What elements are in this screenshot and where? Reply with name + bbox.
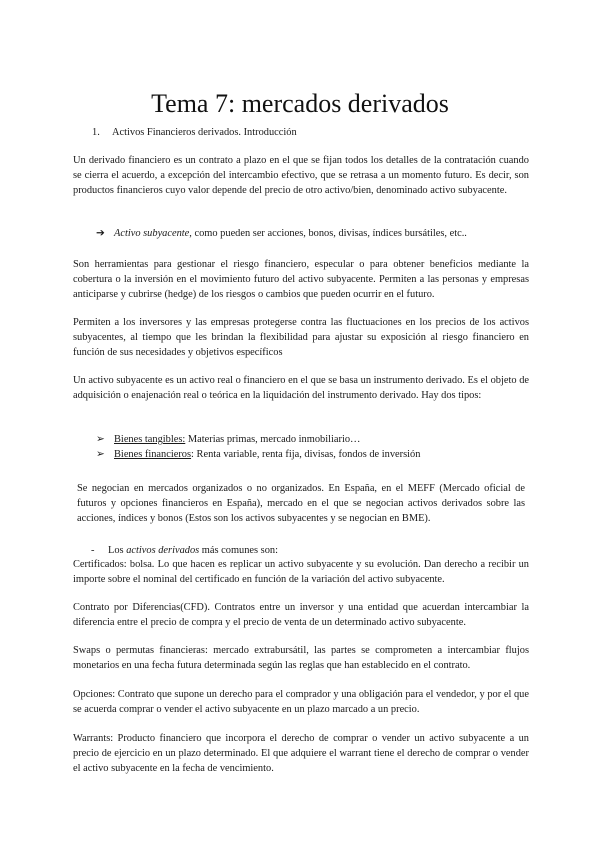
bullet-text: Materias primas, mercado inmobiliario…	[185, 434, 361, 445]
page-title: Tema 7: mercados derivados	[151, 89, 449, 118]
dash-list-item	[91, 543, 511, 558]
dash-icon: -	[91, 545, 95, 556]
paragraph-opciones: Opciones: Contrato que supone un derecho para el comprador y una obligación para el vendedor, y por el que se acuerda comprar o vender el activo subyacente en un plazo marcado a un precio.	[73, 689, 529, 716]
paragraph-swaps: Swaps o permutas financieras: mercado extrabursátil, las partes se comprometen a intercambiar flujos monetarios en una fecha futura determinada según las reglas que han establecido en el contrato.	[73, 645, 529, 672]
dash-item-after: más comunes son:	[199, 545, 278, 556]
arrow-item-term: Activo subyacente	[114, 228, 190, 239]
paragraph-activo-subyacente: Un activo subyacente es un activo real o financiero en el que se basa un instrumento derivado. Es el objeto de adquisición o enajenación real o teórica en la liquidación del instrumento derivado. Hay dos tipos:	[73, 375, 529, 402]
paragraph-definition: Un derivado financiero es un contrato a plazo en el que se fijan todos los detalles de la contratación cuando se cierra el acuerdo, a excepción del intercambio efectivo, que se retrasa a un momento futuro. Es decir, son productos financieros cuyo valor depende del precio de otro activo/bien, denominado activo subyacente.	[73, 155, 529, 197]
dash-item-term: activos derivados	[126, 545, 200, 556]
arrow-item-text: , como pueden ser acciones, bonos, divisas, índices bursátiles, etc..	[189, 228, 467, 239]
paragraph-mercados: Se negocian en mercados organizados o no organizados. En España, en el MEFF (Mercado oficial de futuros y opciones financieros en España), mercado en el que se negocian activos derivados sobre las acciones, índices y bonos (Estos son los activos subyacentes y se negocian en BME).	[77, 483, 525, 525]
bullet-term: Bienes tangibles:	[114, 434, 186, 445]
bullet-arrow-icon: ➢	[96, 434, 105, 445]
paragraph-permiten: Permiten a los inversores y las empresas protegerse contra las fluctuaciones en los precios de los activos subyacentes, al tiempo que les brindan la flexibilidad para ajustar su exposición al riesgo financiero en función de sus necesidades y objetivos específicos	[73, 317, 529, 359]
bullet-text: : Renta variable, renta fija, divisas, fondos de inversión	[191, 449, 421, 460]
paragraph-certificados: Certificados: bolsa. Lo que hacen es replicar un activo subyacente y su evolución. Dan derecho a recibir un importe sobre el nominal del certificado en función de la variación del activo subyacente.	[73, 559, 529, 586]
bullet-arrow-icon: ➢	[96, 449, 105, 460]
arrow-list-item	[96, 226, 516, 241]
arrow-icon: ➔	[96, 228, 105, 239]
section-heading-text: Activos Financieros derivados. Introducción	[112, 127, 297, 138]
paragraph-herramientas: Son herramientas para gestionar el riesgo financiero, especular o para obtener beneficios mediante la cobertura o la inversión en el movimiento futuro del activo subyacente. Permiten a las personas y empresas anticiparse y cubrirse (hedge) de los riesgos o cambios que pueden ocurrir en el futuro.	[73, 259, 529, 301]
section-number: 1.	[92, 127, 100, 138]
paragraph-warrants: Warrants: Producto financiero que incorpora el derecho de comprar o vender un activo subyacente a un precio de ejercicio en un plazo determinado. El que adquiere el warrant tiene el derecho de comprar o vender el activo subyacente en la fecha de vencimiento.	[73, 733, 529, 775]
list-item	[96, 432, 516, 447]
list-item	[96, 447, 516, 462]
paragraph-cfd: Contrato por Diferencias(CFD). Contratos entre un inversor y una entidad que acuerdan intercambiar la diferencia entre el precio de compra y el precio de venta de un determinado activo subyacente.	[73, 602, 529, 629]
section-heading	[92, 125, 512, 140]
bullet-term: Bienes financieros	[114, 449, 192, 460]
dash-item-before: Los	[108, 545, 127, 556]
